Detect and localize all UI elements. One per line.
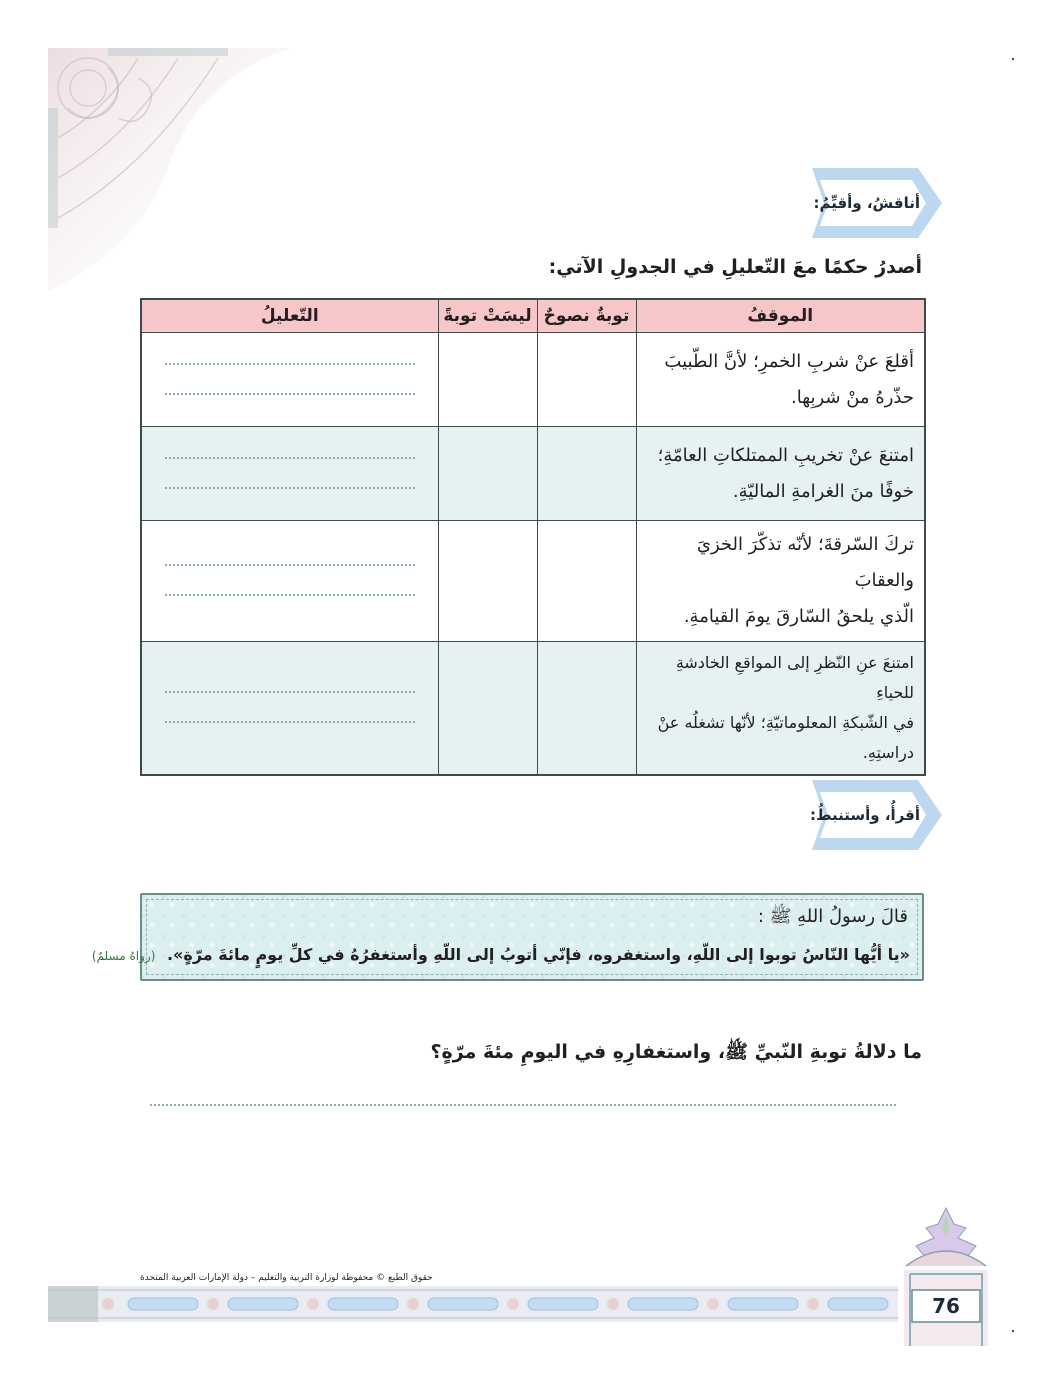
table-row	[141, 521, 925, 642]
dotted-answer-line[interactable]	[165, 721, 415, 723]
page-number: 76	[932, 1294, 960, 1318]
situation-line: حذّرهُ منْ شربِها.	[790, 386, 914, 408]
situation-line: أقلعَ عنْ شربِ الخمرِ؛ لأنَّ الطّبيبَ	[664, 350, 914, 372]
hadith-box	[91, 893, 924, 981]
situation-cell	[636, 427, 925, 521]
footer-decorative-band	[48, 1286, 898, 1322]
dotted-answer-line[interactable]	[165, 457, 415, 459]
page-number-ornament	[896, 1206, 996, 1346]
table-header-row	[141, 299, 925, 333]
reason-answer-cell[interactable]	[141, 333, 438, 427]
hadith-intro: قالَ رسولُ اللهِ ﷺ :	[757, 906, 908, 927]
header-not-repentance: ليسَتْ توبةً	[438, 299, 537, 333]
situation-line: امتنعَ عنْ تخريبِ الممتلكاتِ العامّةِ؛	[657, 444, 914, 466]
header-sincere-repentance: توبةٌ نصوحٌ	[537, 299, 636, 333]
judgment-table	[140, 298, 926, 776]
situation-line: خوفًا منَ الغرامةِ الماليّةِ.	[732, 480, 914, 502]
reason-answer-cell[interactable]	[141, 642, 438, 776]
hadith-text	[92, 945, 910, 964]
table-row	[141, 333, 925, 427]
table-row	[141, 642, 925, 776]
situation-cell	[636, 642, 925, 776]
sincere-check-cell[interactable]	[537, 333, 636, 427]
table-prompt: أصدرُ حكمًا معَ التّعليلِ في الجدولِ الآتي:	[548, 256, 922, 278]
table-row	[141, 427, 925, 521]
dotted-answer-line[interactable]	[165, 487, 415, 489]
not-repentance-check-cell[interactable]	[438, 642, 537, 776]
question-answer-line[interactable]	[150, 1104, 896, 1106]
dotted-answer-line[interactable]	[165, 393, 415, 395]
crop-mark	[1012, 58, 1014, 60]
crop-mark	[1012, 1330, 1014, 1332]
reflection-question: ما دلالةُ توبةِ النّبيِّ ﷺ، واستغفارِهِ في اليومِ مئةَ مرّةٍ؟	[430, 1041, 922, 1063]
situation-cell	[636, 333, 925, 427]
situation-line: تركَ السّرقةَ؛ لأنّه تذكّرَ الخزيَ والعقابَ	[696, 534, 914, 591]
dotted-answer-line[interactable]	[165, 691, 415, 693]
copyright-notice: حقوق الطبع © محفوظة لوزارة التربية والتعليم – دولة الإمارات العربية المتحدة	[140, 1273, 433, 1283]
section-badge-read	[806, 776, 946, 854]
hadith-source: (رواهُ مسلمٌ)	[91, 949, 156, 963]
reason-answer-cell[interactable]	[141, 427, 438, 521]
dotted-answer-line[interactable]	[165, 564, 415, 566]
not-repentance-check-cell[interactable]	[438, 333, 537, 427]
reason-answer-cell[interactable]	[141, 521, 438, 642]
not-repentance-check-cell[interactable]	[438, 521, 537, 642]
sincere-check-cell[interactable]	[537, 427, 636, 521]
situation-cell	[636, 521, 925, 642]
dotted-answer-line[interactable]	[165, 363, 415, 365]
badge-label: أقرأُ، وأستنبطُ:	[809, 806, 920, 824]
corner-ornament	[48, 48, 292, 292]
header-reason: التّعليلُ	[141, 299, 438, 333]
situation-line: الّذي يلحقُ السّارقَ يومَ القيامةِ.	[683, 606, 914, 627]
not-repentance-check-cell[interactable]	[438, 427, 537, 521]
situation-line: امتنعَ عنِ النّظرِ إلى المواقعِ الخادشةِ للحياءِ	[675, 653, 914, 702]
sincere-check-cell[interactable]	[537, 521, 636, 642]
situation-line: في الشّبكةِ المعلوماتيّةِ؛ لأنّها تشغلُه عنْ	[657, 713, 914, 732]
sincere-check-cell[interactable]	[537, 642, 636, 776]
header-situation: الموقفُ	[636, 299, 925, 333]
hadith-quote: «يا أيُّها النّاسُ توبوا إلى اللّهِ، واستغفروه، فإنّي أتوبُ إلى اللّهِ وأستغفرُهُ في كلِّ يومٍ مائةَ مرّةٍ».	[166, 945, 910, 964]
badge-label: أناقشُ، وأقيِّمُ:	[813, 194, 920, 212]
section-badge-discuss	[806, 164, 946, 242]
situation-line: دراستِهِ.	[862, 743, 914, 762]
dotted-answer-line[interactable]	[165, 594, 415, 596]
